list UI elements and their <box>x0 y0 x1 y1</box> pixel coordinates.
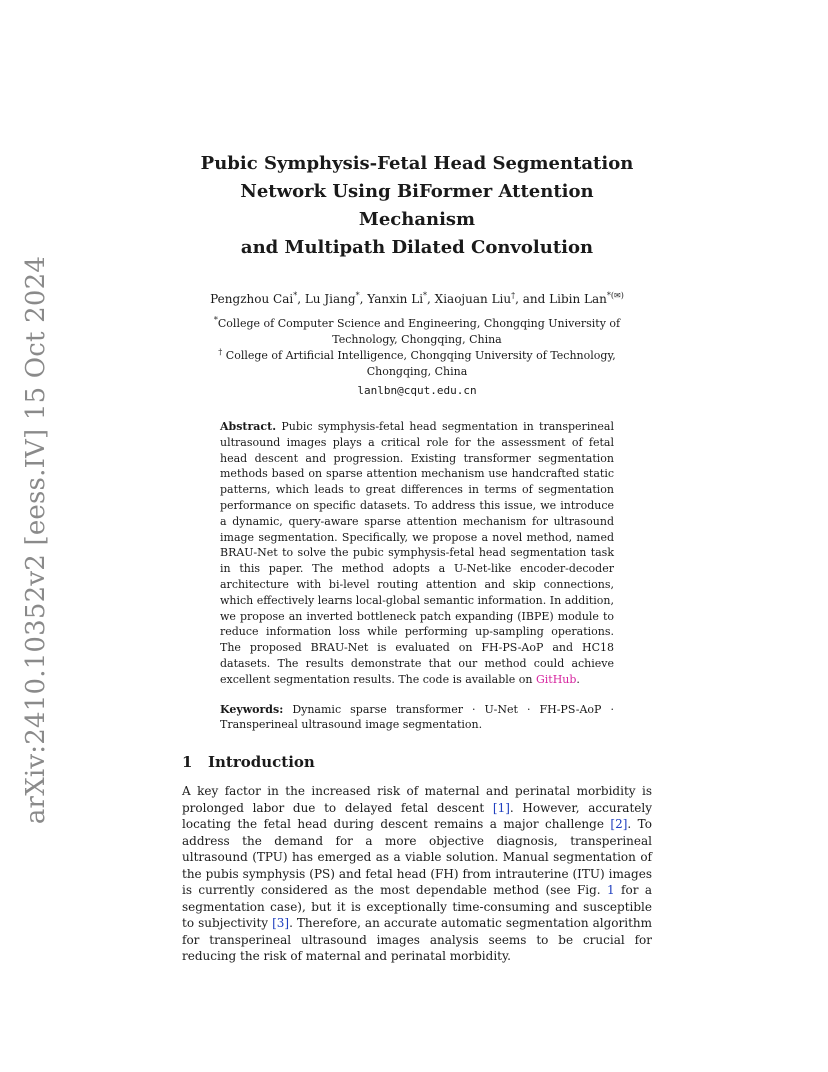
keywords-label: Keywords: <box>220 702 284 716</box>
section-number: 1 <box>182 753 193 772</box>
affiliation-mark: * <box>213 315 218 325</box>
author-name: Pengzhou Cai <box>210 292 294 306</box>
author-mark: * <box>293 291 298 300</box>
intro-text: A key factor in the increased risk of maternal and perinatal morbidity is prolonged labor due to delayed fetal descent <box>182 784 652 815</box>
title-line-2: Network Using BiFormer Attention Mechanism <box>240 181 594 230</box>
arxiv-identifier: arXiv:2410.10352v2 [eess.IV] 15 Oct 2024 <box>21 255 51 825</box>
title-line-3: and Multipath Dilated Convolution <box>240 237 594 258</box>
paper-page <box>182 150 652 977</box>
contact-email: lanlbn@cqut.edu.cn <box>357 384 477 397</box>
figure-link[interactable]: 1 <box>607 883 615 898</box>
paper-title <box>182 150 652 262</box>
author-name: Lu Jiang <box>304 292 356 306</box>
section-title: Introduction <box>208 753 315 772</box>
intro-paragraph <box>182 783 652 965</box>
abstract-label: Abstract. <box>220 420 277 433</box>
affiliation-1 <box>192 316 642 348</box>
citation-link[interactable]: [2] <box>610 817 628 832</box>
keywords <box>220 702 614 734</box>
arxiv-sidebar <box>14 255 58 825</box>
intro-text: . Therefore, an accurate automatic segmentation algorithm for transperineal ultrasound images analysis seems to be crucial for reducing the risk of maternal and perinatal morbidity. <box>182 916 652 964</box>
affiliations <box>182 316 652 380</box>
intro-text: . However, accurately locating the fetal head during descent remains a major challenge <box>182 800 653 832</box>
citation-link[interactable]: [3] <box>272 916 290 931</box>
github-link[interactable]: GitHub <box>535 672 577 686</box>
affiliation-mark: † <box>218 347 223 357</box>
author-mark: † <box>511 291 516 300</box>
author-mark: * <box>355 291 360 300</box>
abstract-text: Pubic symphysis-fetal head segmentation in transperineal ultrasound images plays a critical role for the assessment of fetal head descent and progression. Existing transformer segmentation methods based on sparse attention mechanism use handcrafted static patterns, which leads to great differences in terms of segmentation performance on specific datasets. To address this issue, we introduce a dynamic, query-aware sparse attention mechanism for ultrasound image segmentation. Specifically, we propose a novel method, named BRAU-Net to solve the pubic symphysis-fetal head segmentation task in this paper. The method adopts a U-Net-like encoder-decoder architecture with bi-level routing attention and skip connections, which effectively learns local-global semantic information. In addition, we propose an inverted bottleneck patch expanding (IBPE) module to reduce information loss while performing up-sampling operations. The proposed BRAU-Net is evaluated on FH-PS-AoP and HC18 datasets. The results demonstrate that our method could achieve excellent segmentation results. The code is available on <box>220 420 615 686</box>
affiliation-text: College of Computer Science and Engineering, Chongqing University of Technology, Chongqing, China <box>217 317 621 346</box>
author-name: Xiaojuan Liu <box>434 292 512 306</box>
affiliation-text: College of Artificial Intelligence, Chongqing University of Technology, Chongqing, China <box>225 349 616 378</box>
keywords-text: Dynamic sparse transformer · U-Net · FH-PS-AoP · Transperineal ultrasound image segmentation. <box>220 702 614 732</box>
title-line-1: Pubic Symphysis-Fetal Head Segmentation <box>200 153 634 174</box>
abstract-end: . <box>576 672 580 686</box>
author-mark: * <box>423 291 428 300</box>
affiliation-2 <box>192 348 642 380</box>
author-list: Pengzhou Cai*, Lu Jiang*, Yanxin Li*, Xiaojuan Liu†, and Libin Lan*(✉) <box>210 291 624 306</box>
author-name: Libin Lan <box>549 292 607 306</box>
author-mark: *(✉) <box>606 291 624 300</box>
abstract <box>220 419 614 688</box>
section-heading <box>182 753 652 771</box>
intro-text: for a segmentation case), but it is exceptionally time-consuming and susceptible to subjectivity <box>182 883 652 931</box>
citation-link[interactable]: [1] <box>492 800 510 815</box>
author-conjunction: and <box>522 292 546 306</box>
author-name: Yanxin Li <box>367 292 424 306</box>
intro-text: . To address the demand for a more objective diagnosis, transperineal ultrasound (TPU) has emerged as a viable solution. Manual segmentation of the pubis symphysis (PS) and fetal head (FH) from intrauterine (ITU) images is currently considered as the most dependable method (see Fig. <box>182 817 652 898</box>
